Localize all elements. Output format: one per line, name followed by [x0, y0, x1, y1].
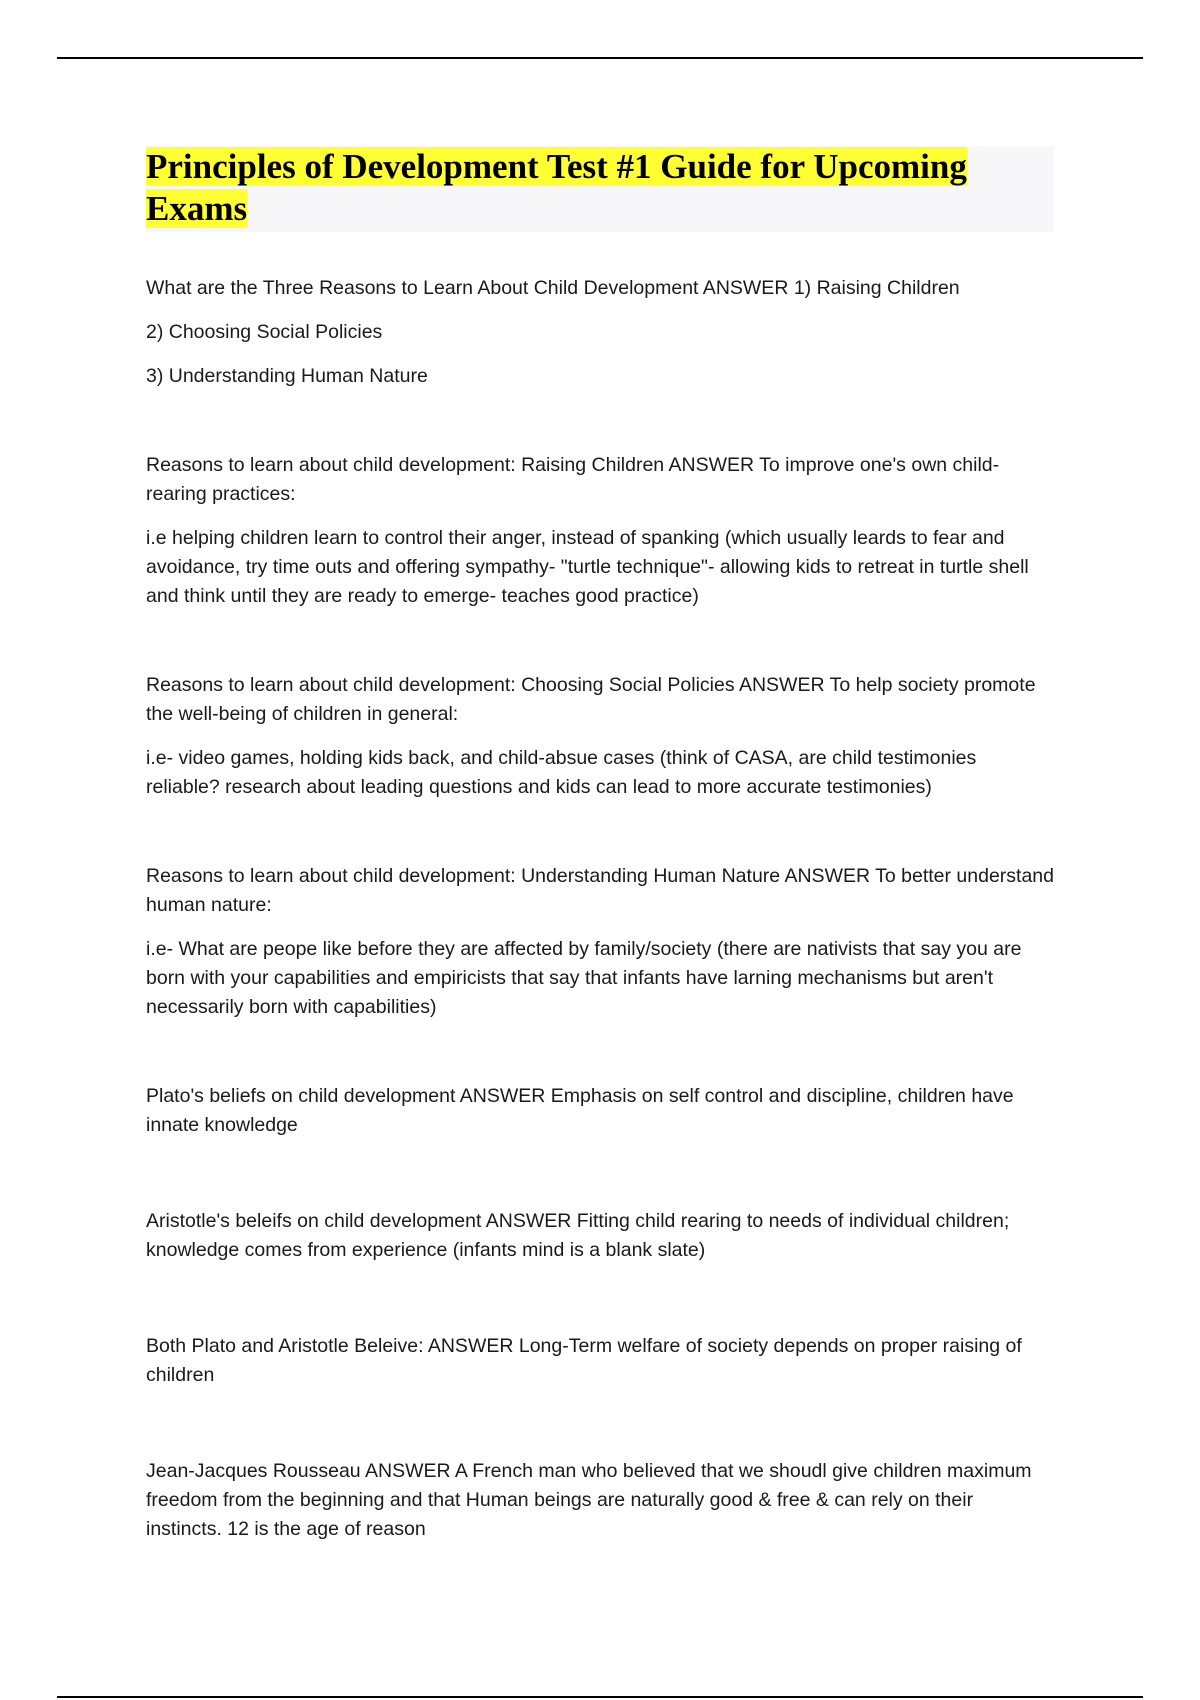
paragraph-rousseau: Jean-Jacques Rousseau ANSWER A French man who believed that we shoudl give children maximum freedom from the beginning and that Human beings are naturally good & free & can rely on their instincts. 12 is the age of reason: [146, 1460, 1032, 1540]
spacer: [146, 1037, 1054, 1082]
spacer: [146, 406, 1054, 451]
document-title: Principles of Development Test #1 Guide for Upcoming Exams: [146, 147, 967, 228]
title-box: [146, 146, 1054, 232]
qa-plato: [146, 1082, 1054, 1140]
spacer: [146, 1155, 1054, 1207]
paragraph-human-nature-example: i.e- What are peope like before they are affected by family/society (there are nativists that say you are born with your capabilities and empiricists that say that infants have larning mechanisms but aren't necessarily born with capabilities): [146, 938, 1022, 1018]
paragraph-social-policies-question: Reasons to learn about child development: Choosing Social Policies ANSWER To help society promote the well-being of children in general:: [146, 674, 1036, 725]
top-rule: [57, 57, 1143, 59]
qa-aristotle: [146, 1207, 1054, 1265]
paragraph-raising-children-example: i.e helping children learn to control their anger, instead of spanking (which usually leards to fear and avoidance, try time outs and offering sympathy- "turtle technique"- allowing kids to retreat in turtle shell and think until they are ready to emerge- teaches good practice): [146, 527, 1029, 607]
spacer: [146, 1280, 1054, 1332]
qa-three-reasons: [146, 274, 1054, 391]
paragraph-plato-aristotle: Both Plato and Aristotle Beleive: ANSWER Long-Term welfare of society depends on proper raising of children: [146, 1335, 1022, 1386]
paragraph-human-nature-question: Reasons to learn about child development: Understanding Human Nature ANSWER To better understand human nature:: [146, 865, 1054, 916]
spacer: [146, 1405, 1054, 1457]
paragraph-human-nature-item: 3) Understanding Human Nature: [146, 365, 428, 387]
paragraph-three-reasons: What are the Three Reasons to Learn About Child Development ANSWER 1) Raising Children: [146, 277, 960, 299]
bottom-rule: [57, 1696, 1143, 1698]
document-page: [146, 146, 1054, 1559]
paragraph-social-policies-example: i.e- video games, holding kids back, and child-absue cases (think of CASA, are child testimonies reliable? research about leading questions and kids can lead to more accurate testimonies): [146, 747, 977, 798]
paragraph-plato: Plato's beliefs on child development ANSWER Emphasis on self control and discipline, children have innate knowledge: [146, 1085, 1014, 1136]
qa-rousseau: [146, 1457, 1054, 1544]
qa-human-nature: [146, 862, 1054, 1022]
qa-raising-children: [146, 451, 1054, 611]
qa-social-policies: [146, 671, 1054, 802]
spacer: [146, 817, 1054, 862]
spacer: [146, 626, 1054, 671]
paragraph-social-policies-item: 2) Choosing Social Policies: [146, 321, 383, 343]
qa-plato-aristotle: [146, 1332, 1054, 1390]
paragraph-raising-children-question: Reasons to learn about child development: Raising Children ANSWER To improve one's own child-rearing practices:: [146, 454, 1000, 505]
paragraph-aristotle: Aristotle's beleifs on child development ANSWER Fitting child rearing to needs of individual children; knowledge comes from experience (infants mind is a blank slate): [146, 1210, 1010, 1261]
